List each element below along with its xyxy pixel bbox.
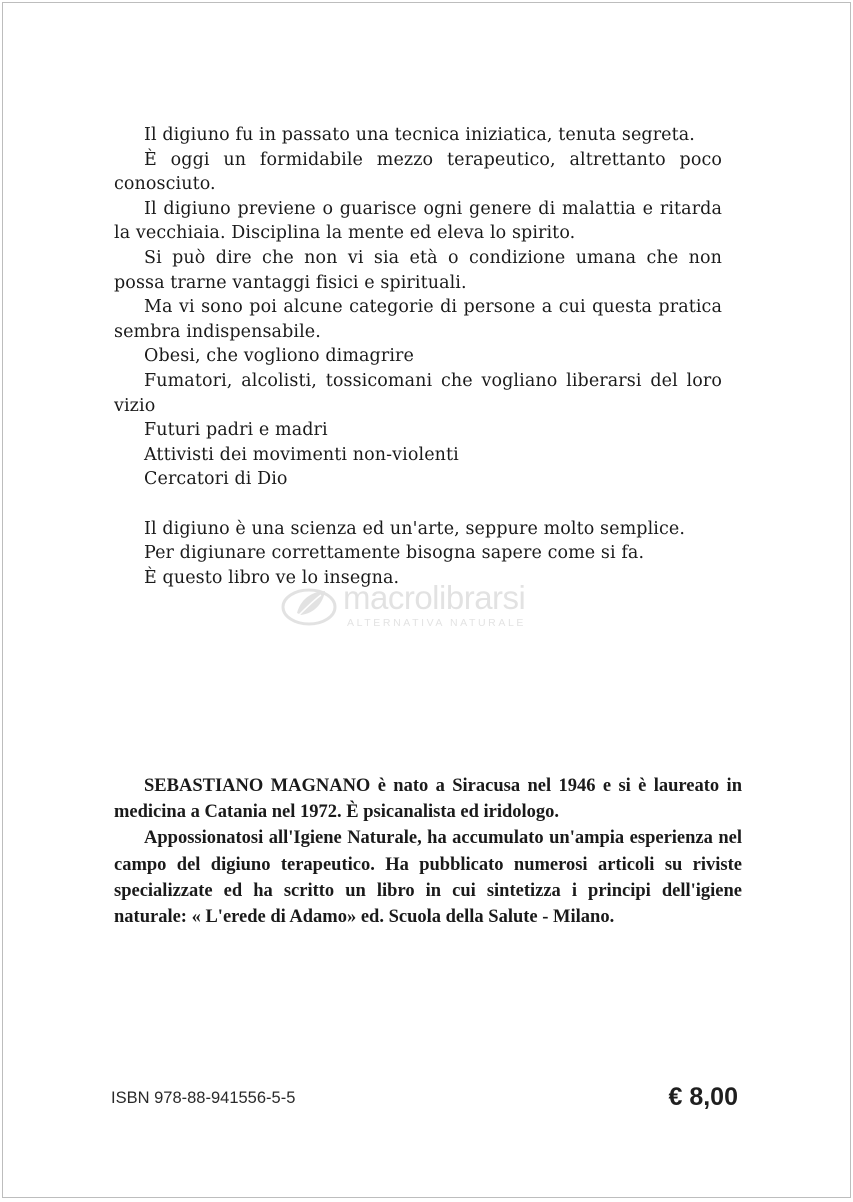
- blurb-paragraph: Ma vi sono poi alcune categorie di persone a cui questa pratica sembra indispensabile.: [114, 297, 722, 342]
- price-label: € 8,00: [668, 1083, 738, 1111]
- watermark-tagline: ALTERNATIVA NATURALE: [347, 617, 526, 629]
- author-paragraph: Appossionatosi all'Igiene Naturale, ha accumulato un'ampia esperienza nel campo del digiuno terapeutico. Ha pubblicato numerosi articoli su riviste specializzate ed ha scritto un libro in cui sintetizza i principi dell'igiene naturale: « L'erede di Adamo» ed. Scuola della Salute - Milano.: [114, 828, 742, 928]
- blurb-paragraph: È questo libro ve lo insegna.: [144, 567, 400, 588]
- blurb-paragraph: Per digiunare correttamente bisogna sapere come si fa.: [144, 543, 645, 564]
- blurb-paragraph: Si può dire che non vi sia età o condizione umana che non possa trarne vantaggi fisici e spirituali.: [114, 247, 722, 293]
- blurb-paragraph: Il digiuno fu in passato una tecnica iniziatica, tenuta segreta.: [144, 125, 695, 145]
- cover-blurb: [114, 123, 722, 590]
- watermark-brand: macrolibrarsi: [343, 579, 526, 616]
- paragraph-gap: [114, 492, 722, 517]
- isbn-code: ISBN 978-88-941556-5-5: [111, 1089, 296, 1107]
- blurb-list-item: Obesi, che vogliono dimagrire: [144, 346, 414, 367]
- blurb-paragraph: Il digiuno previene o guarisce ogni genere di malattia e ritarda la vecchiaia. Disciplina la mente ed eleva lo spirito.: [114, 198, 722, 244]
- blurb-list-item: Futuri padri e madri: [144, 420, 328, 441]
- blurb-paragraph: Il digiuno è una scienza ed un'arte, seppure molto semplice.: [144, 518, 685, 539]
- author-paragraph: SEBASTIANO MAGNANO è nato a Siracusa nel 1946 e si è laureato in medicina a Catania nel 1972. È psicanalista ed iridologo.: [114, 776, 742, 823]
- blurb-list-item: Attivisti dei movimenti non-violenti: [144, 444, 459, 465]
- blurb-list-item: Cercatori di Dio: [144, 469, 288, 490]
- blurb-list-item: Fumatori, alcolisti, tossicomani che vogliano liberarsi del loro vizio: [114, 370, 722, 416]
- author-bio: [114, 773, 742, 930]
- blurb-paragraph: È oggi un formidabile mezzo terapeutico, altrettanto poco conosciuto.: [114, 149, 722, 195]
- back-cover: [2, 2, 851, 1198]
